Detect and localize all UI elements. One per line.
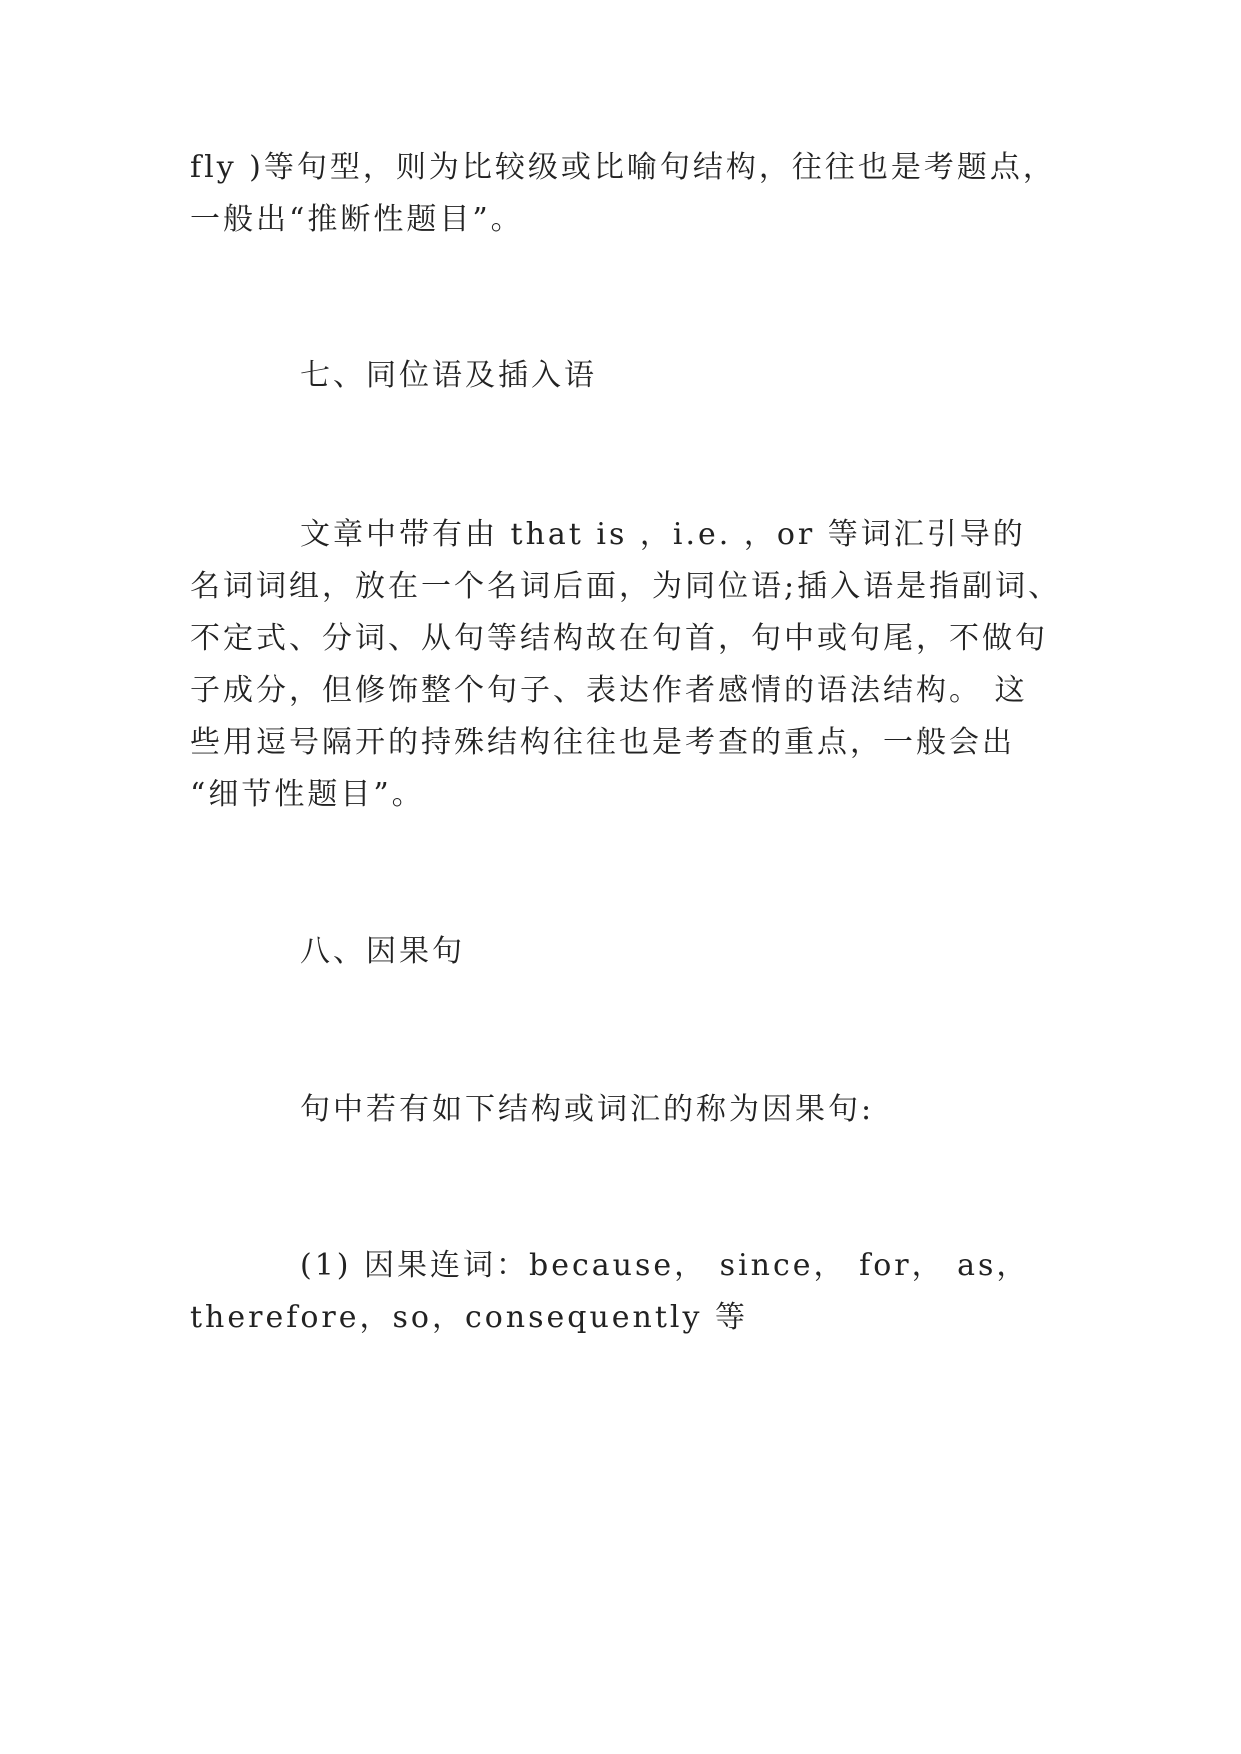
section-8-intro: 句中若有如下结构或词汇的称为因果句: <box>300 1092 875 1127</box>
intro-line-1: fly )等句型，则为比较级或比喻句结构，往往也是考题点， <box>190 150 1056 185</box>
section-7-line-2: 名词词组，放在一个名词后面，为同位语;插入语是指副词、 <box>190 569 1062 604</box>
section-7-line-4: 子成分，但修饰整个句子、表达作者感情的语法结构。 这 <box>190 673 1028 708</box>
intro-line-2: 一般出“推断性题目”。 <box>190 202 524 237</box>
section-7-line-5: 些用逗号隔开的持殊结构往往也是考查的重点，一般会出 <box>190 725 1015 760</box>
section-8-item-1-line-2: therefore，so，consequently 等 <box>190 1300 749 1335</box>
section-7-line-3: 不定式、分词、从句等结构故在句首，句中或句尾，不做句 <box>190 621 1048 656</box>
section-7-heading: 七、同位语及插入语 <box>300 358 597 393</box>
section-8-heading: 八、因果句 <box>300 934 465 969</box>
section-7-line-6: “细节性题目”。 <box>190 777 425 812</box>
section-8-item-1-line-1: (1) 因果连词：because， since， for， as， <box>300 1248 1030 1283</box>
section-7-line-1: 文章中带有由 that is ，i.e. ，or 等词汇引导的 <box>300 517 1026 552</box>
